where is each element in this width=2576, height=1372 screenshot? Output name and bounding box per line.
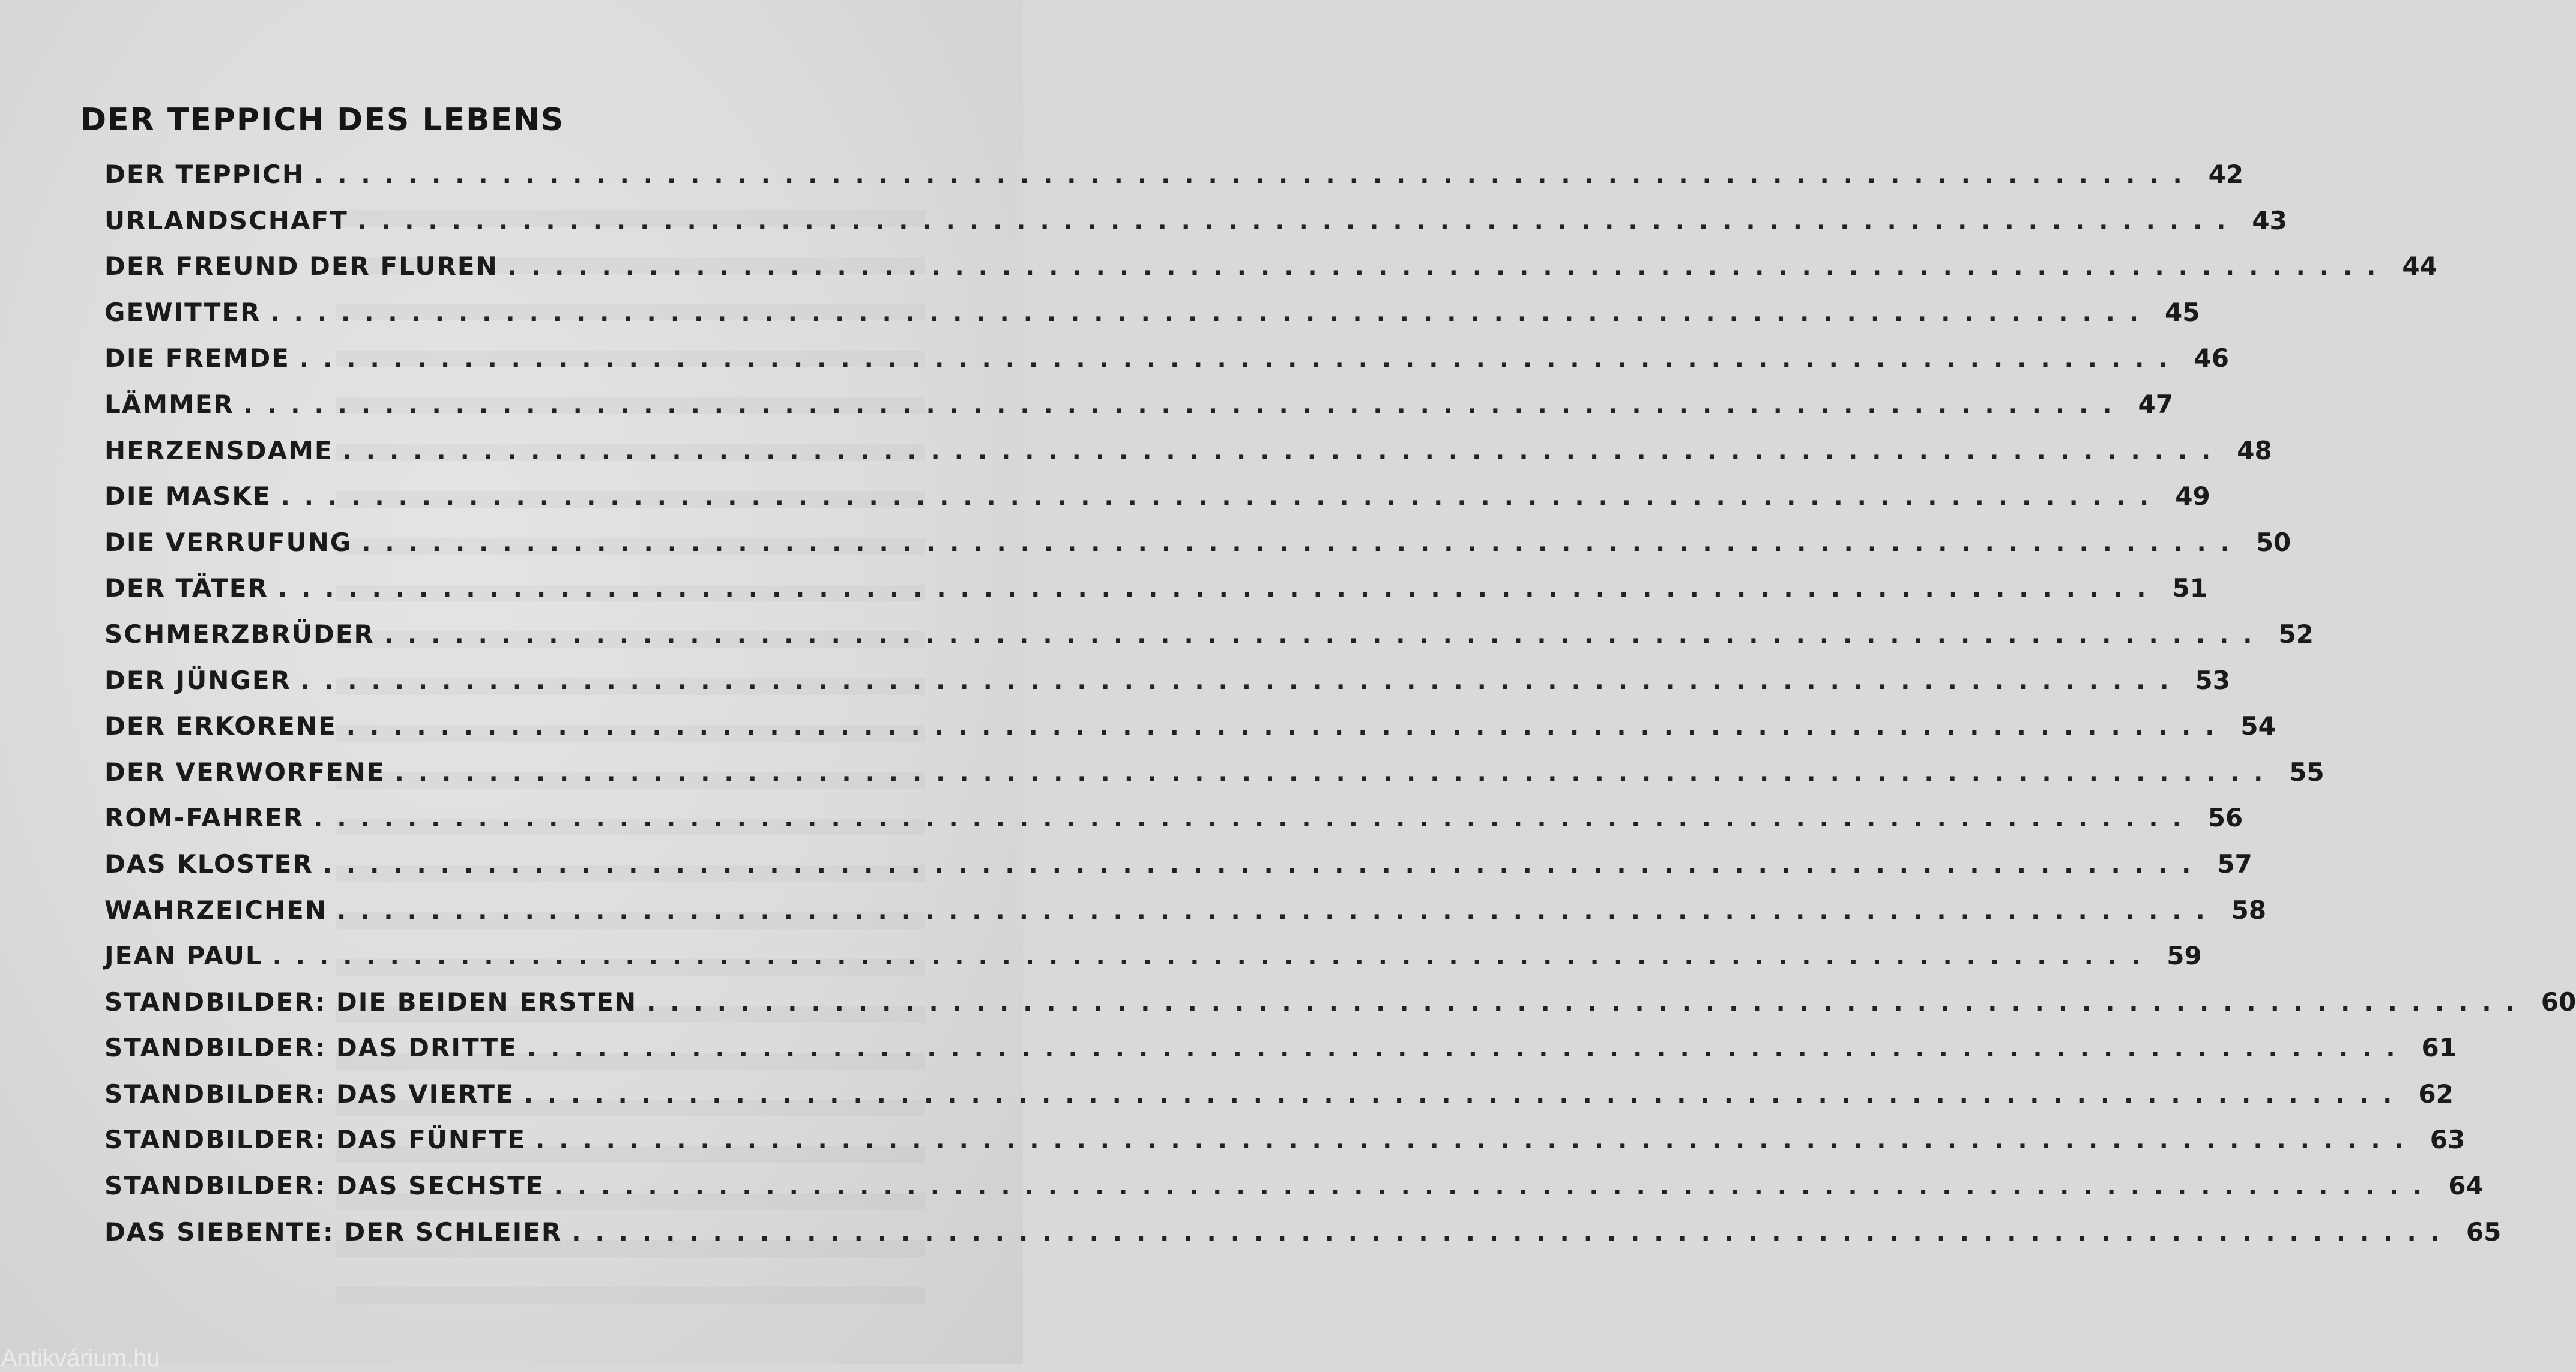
toc-entry [104,430,2272,476]
dot-leader: ................................................................................ [322,850,2206,879]
toc-entry-title: GEWITTER [104,297,261,327]
toc-entry [104,154,2244,200]
dot-leader: ................................................................................ [554,1173,2437,1201]
dot-leader: ................................................................................ [523,1080,2407,1109]
toc-entry [104,475,2210,522]
toc-entry [104,1211,2502,1257]
watermark: Antikvárium.hu [1,1345,160,1371]
table-of-contents [104,154,2576,1257]
toc-entry-title: STANDBILDER: DAS DRITTE [104,1033,517,1063]
toc-entry-title: STANDBILDER: DAS FÜNFTE [104,1125,526,1155]
toc-entry-title: JEAN PAUL [104,941,263,971]
toc-page-number: 49 [2175,481,2210,511]
toc-entry [104,705,2276,751]
toc-entry [104,1119,2466,1165]
toc-entry-title: DER VERWORFENE [104,757,385,787]
dot-leader: ................................................................................ [314,161,2197,189]
toc-page-number: 45 [2165,297,2200,327]
section-title: DER TEPPICH DES LEBENS [80,102,565,138]
toc-page-number: 55 [2289,757,2324,787]
toc-entry-title: LÄMMER [104,389,234,419]
toc-entry [104,292,2200,338]
toc-entry [104,613,2314,660]
toc-entry [104,751,2324,798]
toc-page-number: 50 [2255,527,2291,557]
toc-entry-title: STANDBILDER: DIE BEIDEN ERSTEN [104,987,638,1017]
toc-page-number: 62 [2418,1079,2454,1109]
toc-entry-title: DAS KLOSTER [104,849,313,879]
toc-entry [104,660,2230,706]
toc-page-number: 63 [2430,1125,2466,1155]
dot-leader: ................................................................................ [243,391,2126,419]
toc-entry [104,522,2291,568]
toc-entry-title: DER JÜNGER [104,665,291,695]
toc-entry [104,843,2252,889]
toc-entry [104,935,2202,981]
toc-entry [104,1165,2484,1211]
dot-leader: ................................................................................ [272,943,2155,971]
toc-entry [104,1073,2454,1119]
toc-entry-title: DIE VERRUFUNG [104,527,352,557]
toc-entry-title: DIE FREMDE [104,343,290,373]
toc-page-number: 44 [2402,251,2437,281]
toc-entry [104,567,2207,613]
dot-leader: ................................................................................ [313,805,2196,833]
toc-entry-title: DER TEPPICH [104,160,305,189]
toc-entry-title: URLANDSCHAFT [104,205,348,235]
dot-leader: ................................................................................ [270,299,2153,327]
dot-leader: ................................................................................ [647,988,2529,1017]
toc-page-number: 54 [2240,711,2276,741]
toc-entry-title: DAS SIEBENTE: DER SCHLEIER [104,1217,563,1247]
toc-entry [104,384,2173,430]
dot-leader: ................................................................................ [361,529,2244,557]
toc-page-number: 46 [2194,343,2229,373]
dot-leader: ................................................................................ [277,575,2161,603]
toc-entry-title: DER ERKORENE [104,711,337,741]
toc-entry-title: DIE MASKE [104,481,271,511]
dot-leader: ................................................................................ [299,345,2182,373]
toc-entry-title: STANDBILDER: DAS SECHSTE [104,1171,544,1201]
toc-entry [104,245,2437,292]
toc-page-number: 43 [2252,205,2287,235]
dot-leader: ................................................................................ [535,1127,2418,1155]
toc-page-number: 57 [2217,849,2252,879]
toc-page-number: 59 [2167,941,2202,971]
toc-page-number: 65 [2466,1217,2502,1247]
dot-leader: ................................................................................ [526,1035,2410,1063]
dot-leader: ................................................................................ [337,897,2219,925]
toc-entry-title: WAHRZEICHEN [104,895,328,925]
toc-entry [104,981,2576,1027]
dot-leader: ................................................................................ [572,1218,2454,1247]
dot-leader: ................................................................................ [357,207,2240,235]
toc-page-number: 53 [2195,665,2230,695]
toc-entry [104,889,2267,936]
toc-entry [104,337,2229,384]
toc-page-number: 52 [2278,619,2314,649]
toc-page-number: 56 [2207,803,2243,833]
toc-entry-title: DER FREUND DER FLUREN [104,251,498,281]
toc-entry-title: ROM-FAHRER [104,803,304,833]
toc-page-number: 51 [2172,573,2207,603]
dot-leader: ................................................................................ [394,759,2278,787]
toc-page-number: 61 [2421,1033,2457,1063]
toc-page-number: 47 [2138,389,2173,419]
toc-entry-title: DER TÄTER [104,573,268,603]
toc-entry [104,1027,2457,1073]
toc-page-number: 42 [2208,160,2244,189]
dot-leader: ................................................................................ [280,483,2164,511]
toc-entry [104,797,2243,843]
dot-leader: ................................................................................ [342,437,2225,465]
dot-leader: ................................................................................ [507,253,2390,281]
toc-page-number: 64 [2448,1171,2484,1201]
toc-page-number: 58 [2231,895,2267,925]
toc-entry-title: STANDBILDER: DAS VIERTE [104,1079,514,1109]
toc-page-number: 48 [2237,435,2272,465]
dot-leader: ................................................................................ [384,621,2267,649]
dot-leader: ................................................................................ [300,667,2183,695]
toc-page-number: 60 [2541,987,2576,1017]
toc-entry-title: HERZENSDAME [104,435,333,465]
toc-entry [104,200,2287,246]
toc-entry-title: SCHMERZBRÜDER [104,619,375,649]
dot-leader: ................................................................................ [346,713,2229,741]
